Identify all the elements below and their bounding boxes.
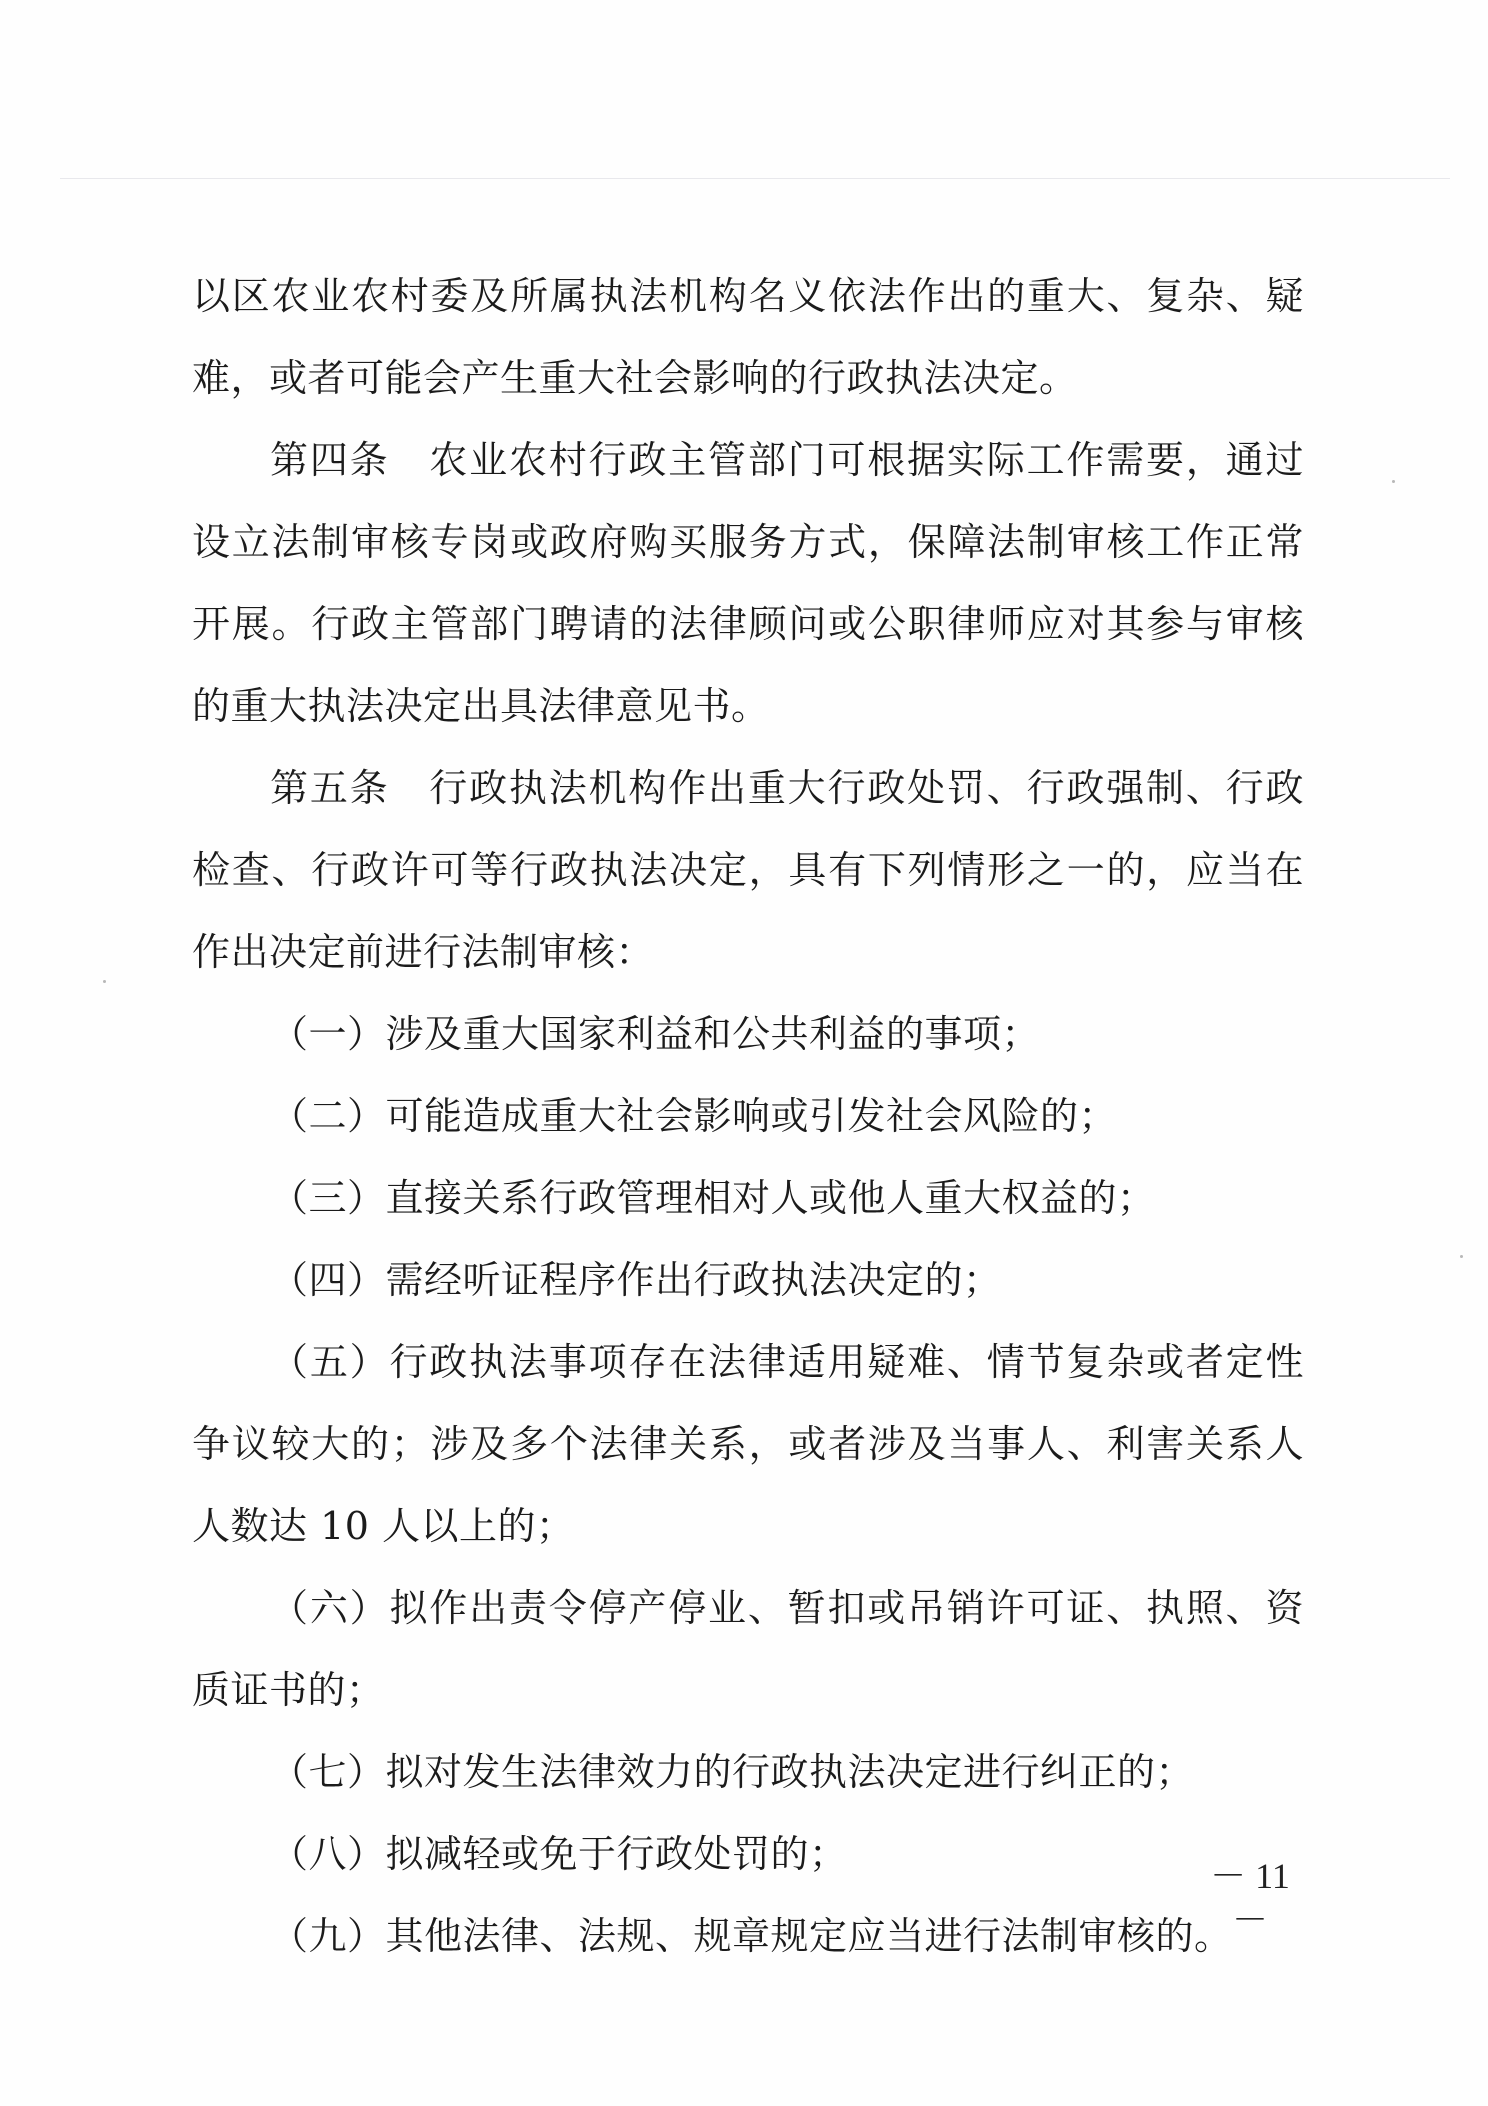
- paragraph-line: 以区农业农村委及所属执法机构名义依法作出的重大、复杂、疑: [192, 274, 1304, 318]
- paragraph-line: 检查、行政许可等行政执法决定，具有下列情形之一的，应当在: [192, 848, 1304, 892]
- list-item-2: （二）可能造成重大社会影响或引发社会风险的；: [270, 1094, 1118, 1138]
- paragraph-line: 设立法制审核专岗或政府购买服务方式，保障法制审核工作正常: [192, 520, 1304, 564]
- list-item-3: （三）直接关系行政管理相对人或他人重大权益的；: [270, 1176, 1156, 1220]
- page-number: － 11 －: [1210, 1856, 1290, 1940]
- list-item-4: （四）需经听证程序作出行政执法决定的；: [270, 1258, 1002, 1302]
- article-heading-line: 第五条 行政执法机构作出重大行政处罚、行政强制、行政: [270, 766, 1304, 810]
- scan-speck: [103, 980, 106, 983]
- list-item-5-continued: 争议较大的；涉及多个法律关系，或者涉及当事人、利害关系人: [192, 1422, 1304, 1466]
- list-item-1: （一）涉及重大国家利益和公共利益的事项；: [270, 1012, 1041, 1056]
- scan-speck: [1460, 1255, 1463, 1258]
- list-item-5-continued: 人数达 10 人以上的；: [192, 1504, 575, 1548]
- paragraph-line: 的重大执法决定出具法律意见书。: [192, 684, 770, 728]
- scan-artifact-line: [60, 178, 1450, 179]
- list-item-8: （八）拟减轻或免于行政处罚的；: [270, 1832, 848, 1876]
- article-heading-line: 第四条 农业农村行政主管部门可根据实际工作需要，通过: [270, 438, 1304, 482]
- paragraph-line: 开展。行政主管部门聘请的法律顾问或公职律师应对其参与审核: [192, 602, 1304, 646]
- list-item-5: （五）行政执法事项存在法律适用疑难、情节复杂或者定性: [270, 1340, 1304, 1384]
- paragraph-line: 作出决定前进行法制审核：: [192, 930, 655, 974]
- list-item-7: （七）拟对发生法律效力的行政执法决定进行纠正的；: [270, 1750, 1195, 1794]
- paragraph-line: 难，或者可能会产生重大社会影响的行政执法决定。: [192, 356, 1078, 400]
- scan-speck: [1392, 480, 1395, 483]
- body-text: [192, 255, 1304, 1977]
- list-item-9: （九）其他法律、法规、规章规定应当进行法制审核的。: [270, 1914, 1233, 1958]
- list-item-6-continued: 质证书的；: [192, 1668, 385, 1712]
- list-item-6: （六）拟作出责令停产停业、暂扣或吊销许可证、执照、资: [270, 1586, 1304, 1630]
